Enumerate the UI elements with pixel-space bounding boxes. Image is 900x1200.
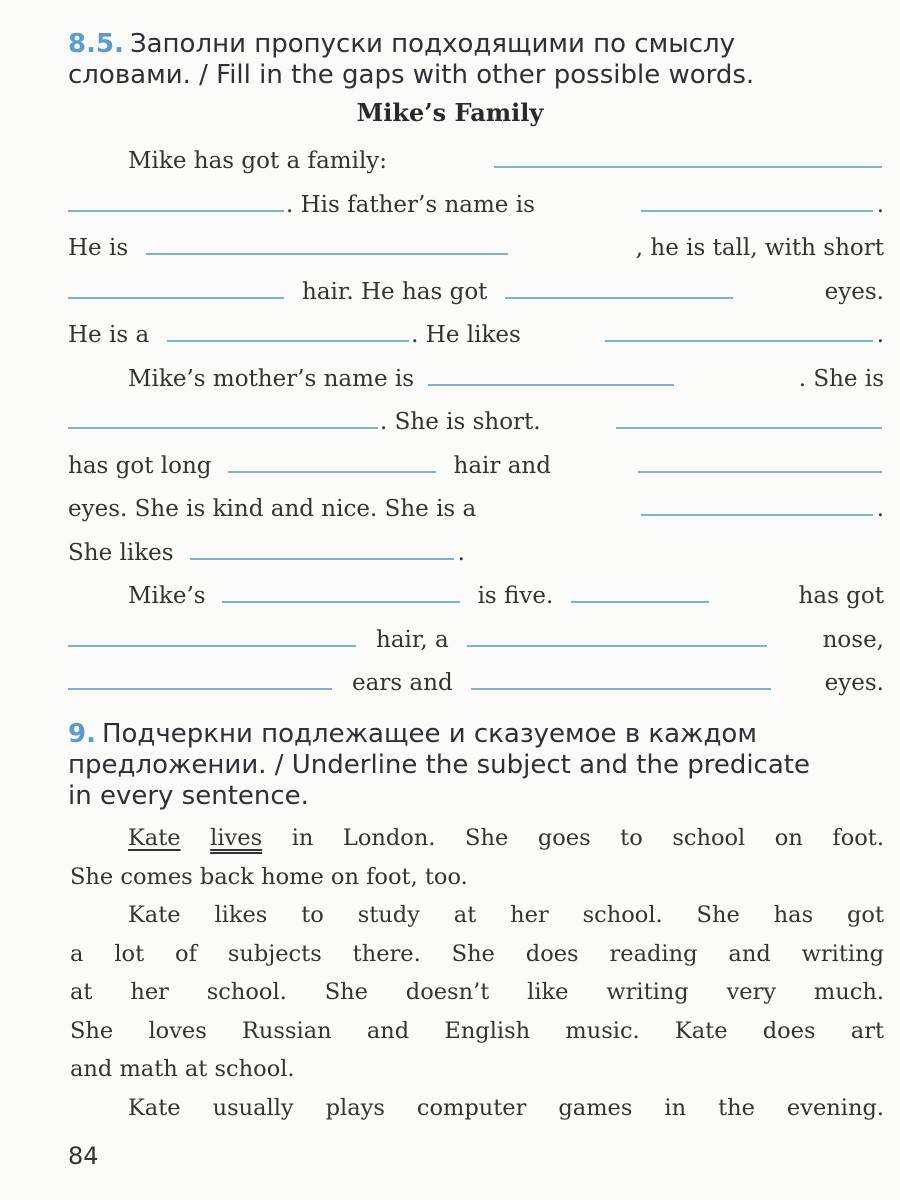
text-title: Mike’s Family	[356, 98, 544, 127]
line-text: .	[457, 540, 465, 566]
line-text: Mike’s mother’s name is	[128, 366, 415, 392]
line-text: eyes. She is kind and nice. She is a	[68, 496, 477, 522]
gap-line	[128, 140, 884, 176]
gap-blank[interactable]	[190, 558, 454, 560]
gap-line	[68, 488, 884, 524]
gap-line	[68, 619, 884, 655]
sentence-text: and math at school.	[70, 1056, 295, 1082]
page-number: 84	[68, 1142, 99, 1170]
sentence-text: Kate usually plays computer games in the evening.	[128, 1095, 884, 1121]
paragraph-3-line-1	[70, 1089, 884, 1128]
gap-blank[interactable]	[571, 601, 709, 603]
gap-blank[interactable]	[471, 688, 771, 690]
line-text: . She is short.	[380, 409, 541, 435]
instruction-text-en: словами. / Fill in the gaps with other possible words.	[68, 60, 755, 90]
gap-blank[interactable]	[222, 601, 460, 603]
line-text: Mike has got a family:	[128, 148, 388, 174]
line-text: She likes	[68, 540, 174, 566]
gap-line	[68, 445, 884, 481]
underlined-predicate: lives	[210, 825, 263, 851]
exercise-number: 9.	[68, 719, 96, 749]
paragraph-2-line-3	[70, 973, 884, 1012]
gap-blank[interactable]	[146, 253, 508, 255]
instruction-text: предложении. / Underline the subject and the predicate	[68, 750, 810, 780]
instruction-text-en: in every sentence.	[68, 781, 309, 811]
paragraph-1-line-2	[70, 858, 884, 897]
gap-blank[interactable]	[68, 427, 378, 429]
sentence-text: at her school. She doesn’t like writing very much.	[70, 979, 884, 1005]
line-text: .	[876, 192, 884, 218]
gap-blank[interactable]	[505, 297, 733, 299]
gap-blank[interactable]	[228, 471, 436, 473]
gap-line	[68, 401, 884, 437]
line-text: He is	[68, 235, 129, 261]
gap-blank[interactable]	[467, 645, 767, 647]
line-text: ears and	[352, 670, 453, 696]
gap-blank[interactable]	[428, 384, 674, 386]
gap-blank[interactable]	[68, 297, 284, 299]
gap-line	[68, 314, 884, 350]
line-text: Mike’s	[128, 583, 206, 609]
line-text: .	[876, 496, 884, 522]
line-text: hair and	[453, 453, 551, 479]
gap-line	[128, 358, 884, 394]
sentence-text: a lot of subjects there. She does reading and writing	[70, 941, 884, 967]
gap-blank[interactable]	[605, 340, 873, 342]
sentence-text: She comes back home on foot, too.	[70, 864, 468, 890]
exercise-9-instruction	[68, 718, 886, 750]
line-text: nose,	[822, 627, 884, 653]
sentence-text: Kate likes to study at her school. She has got	[128, 902, 884, 928]
underlined-subject: Kate	[128, 825, 181, 851]
paragraph-2-line-1	[70, 896, 884, 935]
gap-blank[interactable]	[616, 427, 882, 429]
instruction-text-ru: Заполни пропуски подходящими по смыслу	[129, 29, 736, 59]
instruction-text-ru: Подчеркни подлежащее и сказуемое в каждом	[101, 719, 757, 749]
gap-line	[68, 271, 884, 307]
line-text: is five.	[477, 583, 554, 609]
paragraph-2-line-4	[70, 1012, 884, 1051]
gap-line	[68, 184, 884, 220]
gap-line	[68, 532, 884, 568]
gap-blank[interactable]	[68, 688, 332, 690]
sentence-text: She loves Russian and English music. Kate does art	[70, 1018, 884, 1044]
paragraph-1-line-1	[70, 819, 884, 858]
exercise-9-instruction-3	[68, 780, 886, 812]
gap-blank[interactable]	[68, 210, 284, 212]
line-text: has got long	[68, 453, 212, 479]
line-text: , he is tall, with short	[635, 235, 884, 261]
line-text: . She is	[798, 366, 884, 392]
line-text: .	[876, 322, 884, 348]
gap-blank[interactable]	[494, 166, 882, 168]
line-text: hair. He has got	[302, 279, 488, 305]
gap-blank[interactable]	[641, 514, 873, 516]
gap-line	[128, 575, 884, 611]
exercise-number: 8.5.	[68, 29, 124, 59]
line-text: eyes.	[824, 670, 884, 696]
line-text: He is a	[68, 322, 150, 348]
gap-blank[interactable]	[638, 471, 882, 473]
exercise-8-5-instruction	[68, 28, 886, 60]
exercise-8-5-instruction-2	[68, 59, 886, 91]
paragraph-2-line-2	[70, 935, 884, 974]
line-text: has got	[798, 583, 884, 609]
exercise-9-instruction-2	[68, 749, 886, 781]
gap-blank[interactable]	[641, 210, 873, 212]
sentence-text: in London. She goes to school on foot.	[291, 825, 885, 851]
line-text: eyes.	[824, 279, 884, 305]
gap-line	[68, 227, 884, 263]
line-text: . He likes	[411, 322, 521, 348]
paragraph-2-line-5	[70, 1050, 884, 1089]
line-text: hair, a	[376, 627, 449, 653]
gap-blank[interactable]	[167, 340, 409, 342]
gap-line	[68, 662, 884, 698]
line-text: . His father’s name is	[286, 192, 535, 218]
gap-blank[interactable]	[68, 645, 356, 647]
